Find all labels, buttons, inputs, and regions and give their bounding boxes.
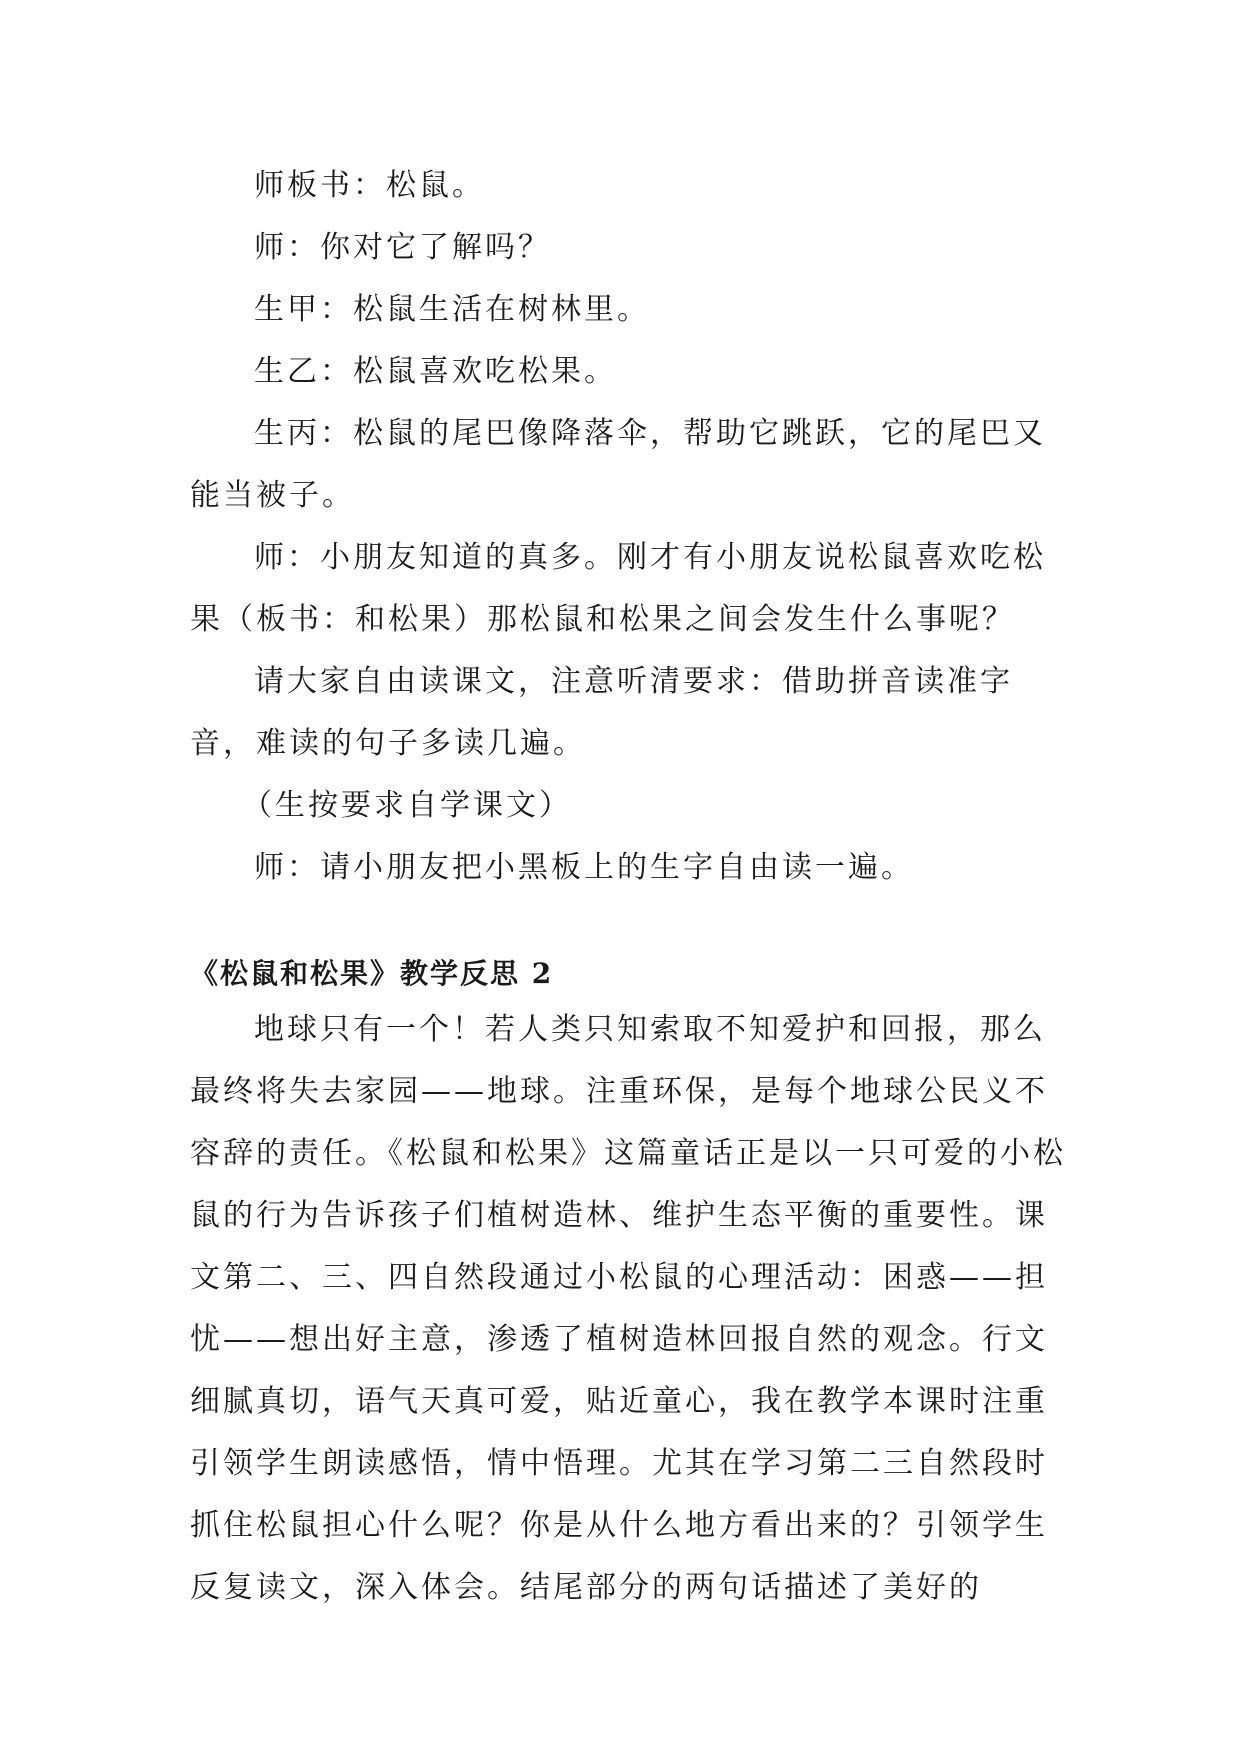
instruction-paragraph: 请大家自由读课文，注意听清要求：借助拼音读准字音，难读的句子多读几遍。: [190, 664, 1013, 761]
dialogue-line: 生乙：松鼠喜欢吃松果。: [254, 354, 617, 389]
dialogue-line: 生甲：松鼠生活在树林里。: [254, 292, 650, 327]
dialogue-line: 师：小朋友知道的真多。刚才有小朋友说松鼠喜欢吃松果（板书：和松果）那松鼠和松果之间会发生什么事呢？: [190, 540, 1046, 637]
reflection-paragraph: 地球只有一个！若人类只知索取不知爱护和回报，那么最终将失去家园——地球。注重环保，是每个地球公民义不容辞的责任。《松鼠和松果》这篇童话正是以一只可爱的小松鼠的行为告诉孩子们植树造林、维护生态平衡的重要性。课文第二、三、四自然段通过小松鼠的心理活动：困惑——担忧——想出好主意，渗透了植树造林回报自然的观念。行文细腻真切，语气天真可爱，贴近童心，我在教学本课时注重引领学生朗读感悟，情中悟理。尤其在学习第二三自然段时抓住松鼠担心什么呢？你是从什么地方看出来的？引领学生反复读文，深入体会。结尾部分的两句话描述了美好的: [190, 1012, 1066, 1605]
dialogue-line: 生丙：松鼠的尾巴像降落伞，帮助它跳跃，它的尾巴又能当被子。: [190, 416, 1046, 513]
document-body: [190, 155, 1070, 1619]
stage-direction: （生按要求自学课文）: [242, 788, 572, 823]
dialogue-line: 师板书：松鼠。: [254, 168, 485, 203]
dialogue-line: 师：你对它了解吗？: [254, 230, 551, 265]
reflection-section: [190, 949, 1070, 1619]
section-heading: 《松鼠和松果》教学反思 2: [190, 957, 554, 990]
dialogue-section: [190, 155, 1070, 899]
dialogue-line: 师：请小朋友把小黑板上的生字自由读一遍。: [254, 850, 914, 885]
